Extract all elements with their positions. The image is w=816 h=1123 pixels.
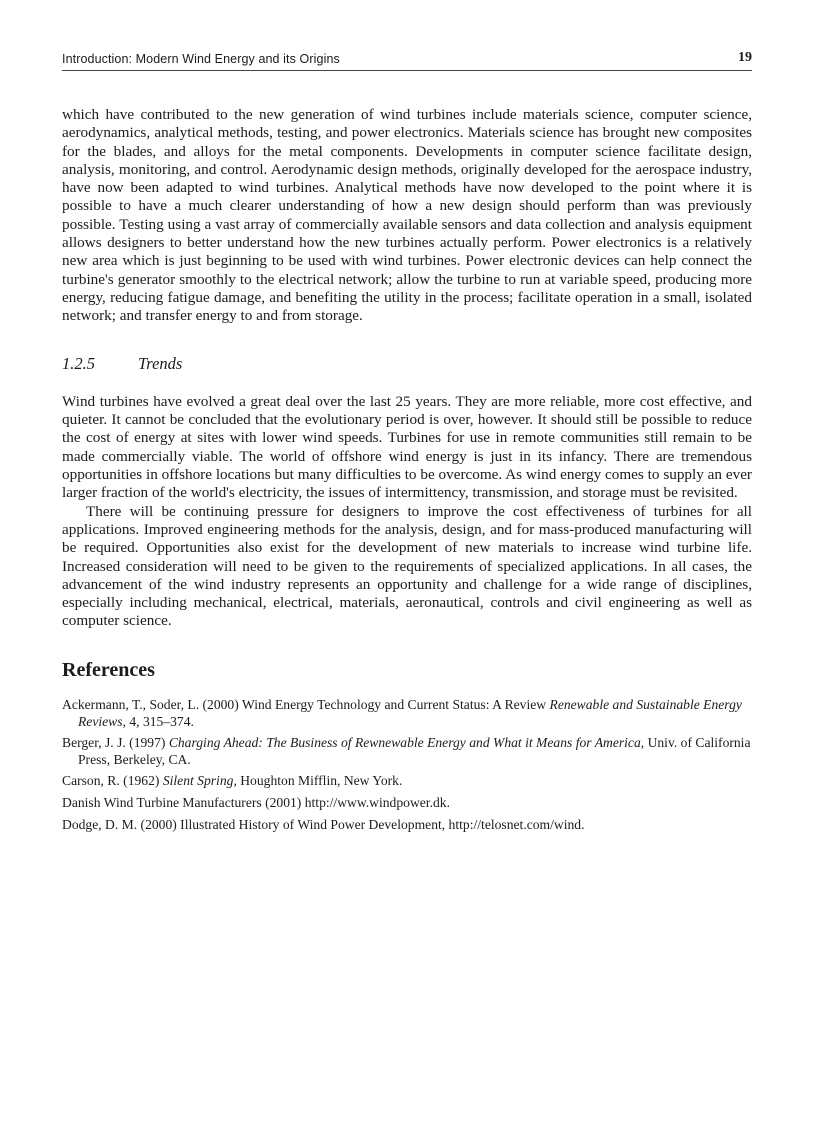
reference-title: Silent Spring — [162, 773, 234, 789]
reference-text: Danish Wind Turbine Manufacturers (2001) http://www.windpower.dk. — [62, 794, 450, 810]
reference-list — [62, 697, 752, 833]
reference-text: , Univ. of California Press, Berkeley, CA. — [78, 735, 751, 767]
reference-text: Carson, R. (1962) — [62, 773, 163, 789]
reference-item — [62, 735, 752, 768]
reference-text: , 4, 315–374. — [122, 713, 194, 729]
reference-text: Berger, J. J. (1997) — [62, 735, 169, 751]
reference-item — [62, 817, 752, 834]
reference-text: Ackermann, T., Soder, L. (2000) Wind Energy Technology and Current Status: A Review — [62, 697, 550, 713]
reference-title: Renewable and Sustainable Energy Reviews — [78, 697, 742, 729]
page-number: 19 — [738, 50, 752, 65]
running-head-title: Introduction: Modern Wind Energy and its Origins — [62, 52, 340, 66]
reference-text: , Houghton Mifflin, New York. — [233, 773, 403, 789]
section-heading — [62, 355, 752, 373]
paragraph: Wind turbines have evolved a great deal over the last 25 years. They are more reliable, more cost effective, and quieter. It cannot be concluded that the evolutionary period is over, however. It should still be possible to reduce the cost of energy at sites with lower wind speeds. Turbines for use in remote communities still remain to be made commercially viable. The world of offshore wind energy is just in its infancy. There are tremendous opportunities in offshore locations but many difficulties to be overcome. As wind energy comes to supply an ever larger fraction of the world's electricity, the issues of intermittency, transmission, and storage must be revisited. — [62, 392, 752, 502]
paragraph: There will be continuing pressure for designers to improve the cost effectiveness of turbines for all applications. Improved engineering methods for the analysis, design, and for mass-produced manufacturing will be required. Opportunities also exist for the development of new materials to increase wind turbine life. Increased consideration will need to be given to the requirements of specialized applications. In all cases, the advancement of the wind industry represents an opportunity and challenge for a wide range of disciplines, especially including mechanical, electrical, materials, aeronautical, controls and civil engineering as well as computer science. — [62, 502, 752, 630]
running-head — [62, 50, 752, 71]
reference-title: Charging Ahead: The Business of Rewnewable Energy and What it Means for America — [168, 735, 641, 751]
reference-item — [62, 773, 752, 790]
reference-item — [62, 697, 752, 730]
body-text — [62, 106, 752, 838]
references-heading: References — [62, 658, 155, 681]
section-title: Trends — [138, 353, 183, 373]
reference-text: Dodge, D. M. (2000) Illustrated History of Wind Power Development, http://telosnet.com/wind. — [62, 816, 585, 832]
paragraph: which have contributed to the new generation of wind turbines include materials science, computer science, aerodynamics, analytical methods, testing, and power electronics. Materials science has brought new composites for the blades, and alloys for the metal components. Developments in computer science facilitate design, analysis, monitoring, and control. Aerodynamic design methods, originally developed for the aerospace industry, have now been adapted to wind turbines. Analytical methods have now developed to the point where it is possible to have a much clearer understanding of how a new design should perform than was previously possible. Testing using a vast array of commercially available sensors and data collection and analysis equipment allows designers to better understand how the new turbines actually perform. Power electronics is a relatively new area which is just beginning to be used with wind turbines. Power electronic devices can help connect the turbine's generator smoothly to the electrical network; allow the turbine to run at variable speed, producing more energy, reducing fatigue damage, and benefiting the utility in the process; facilitate operation in a small, isolated network; and transfer energy to and from storage. — [62, 106, 752, 325]
reference-item — [62, 795, 752, 812]
section-number: 1.2.5 — [62, 353, 95, 373]
